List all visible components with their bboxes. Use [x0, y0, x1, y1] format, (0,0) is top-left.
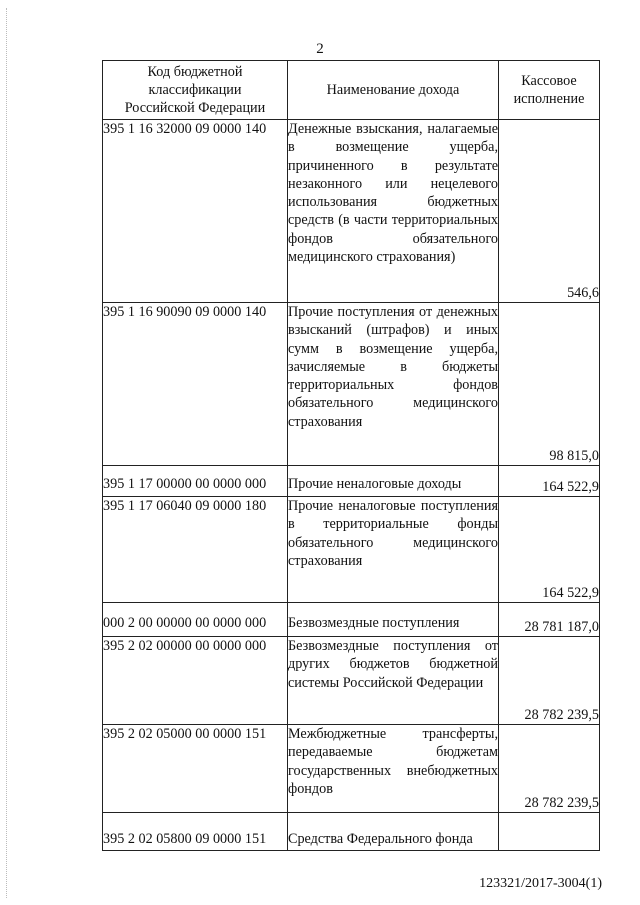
- row-name: Безвозмездные поступления: [288, 603, 499, 637]
- table-row: [103, 603, 600, 637]
- table-row: [103, 637, 600, 725]
- table-row: [103, 303, 600, 466]
- row-name: Прочие неналоговые доходы: [288, 466, 499, 497]
- header-code: Код бюджетной классификации Российской Федерации: [103, 61, 288, 120]
- row-name: Средства Федерального фонда: [288, 813, 499, 851]
- revenue-table: [102, 60, 600, 851]
- row-amount: 28 782 239,5: [499, 637, 600, 725]
- row-code: 395 2 02 05000 00 0000 151: [103, 725, 288, 813]
- table-row: [103, 725, 600, 813]
- row-amount: 28 781 187,0: [499, 603, 600, 637]
- row-name: Безвозмездные поступления от других бюджетов бюджетной системы Российской Федерации: [288, 637, 499, 725]
- header-amount: Кассовое исполнение: [499, 61, 600, 120]
- row-code: 395 2 02 05800 09 0000 151: [103, 813, 288, 851]
- row-name: Межбюджетные трансферты, передаваемые бюджетам государственных внебюджетных фондов: [288, 725, 499, 813]
- table-row: [103, 497, 600, 603]
- page-edge-marks: [6, 8, 8, 898]
- document-id: 123321/2017-3004(1): [479, 876, 602, 891]
- table-header-row: [103, 61, 600, 120]
- row-code: 395 1 16 32000 09 0000 140: [103, 120, 288, 303]
- table-row: [103, 813, 600, 851]
- row-code: 395 2 02 00000 00 0000 000: [103, 637, 288, 725]
- row-code: 395 1 16 90090 09 0000 140: [103, 303, 288, 466]
- row-amount: 98 815,0: [499, 303, 600, 466]
- row-amount: 546,6: [499, 120, 600, 303]
- table-row: [103, 466, 600, 497]
- row-code: 395 1 17 00000 00 0000 000: [103, 466, 288, 497]
- row-name: Денежные взыскания, налагаемые в возмещение ущерба, причиненного в результате незаконного или нецелевого использования бюджетных средств (в части территориальных фондов обязательного медицинского страхования): [288, 120, 499, 303]
- row-code: 395 1 17 06040 09 0000 180: [103, 497, 288, 603]
- row-name: Прочие неналоговые поступления в территориальные фонды обязательного медицинского страхования: [288, 497, 499, 603]
- row-amount: 164 522,9: [499, 466, 600, 497]
- page-number: 2: [316, 41, 324, 57]
- row-amount: 164 522,9: [499, 497, 600, 603]
- header-name: Наименование дохода: [288, 61, 499, 120]
- row-amount: 28 782 239,5: [499, 725, 600, 813]
- row-code: 000 2 00 00000 00 0000 000: [103, 603, 288, 637]
- table-row: [103, 120, 600, 303]
- row-amount: [499, 813, 600, 851]
- row-name: Прочие поступления от денежных взысканий (штрафов) и иных сумм в возмещение ущерба, зачисляемые в бюджеты территориальных фондов обязательного медицинского страхования: [288, 303, 499, 466]
